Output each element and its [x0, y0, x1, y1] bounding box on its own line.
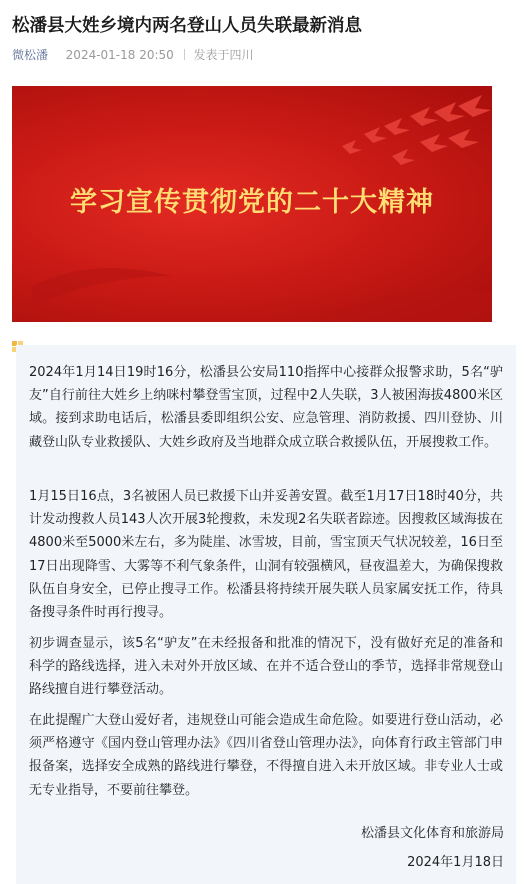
- publish-location: 发表于四川: [193, 48, 254, 62]
- banner-image: [12, 86, 492, 322]
- publish-datetime: 2024-01-18 20:50: [65, 48, 174, 62]
- paragraph-3: 初步调查显示，该5名“驴友”在未经报备和批准的情况下，没有做好充足的准备和科学的路线选择，进入未对外开放区域、在并不适合登山的季节，选择非常规登山路线擅自进行攀登活动。: [29, 636, 503, 698]
- author-link[interactable]: 微松潘: [12, 48, 49, 62]
- paragraph-1: 2024年1月14日19时16分，松潘县公安局110指挥中心接群众报警求助，5名“驴友”自行前往大姓乡上纳咪村攀登雪宝顶，过程中2人失联，3人被困海拔4800米区域。接到求助电话后，松潘县委即组织公安、应急管理、消防救援、四川登协、川藏登山队专业救援队、大姓乡政府及当地群众成立联合救援队伍，开展搜救工作。: [29, 365, 503, 450]
- paragraph-4: 在此提醒广大登山爱好者，违规登山可能会造成生命危险。如要进行登山活动，必须严格遵守《国内登山管理办法》《四川省登山管理办法》，向体育行政主管部门申报备案，选择安全成熟的路线进行攀登，不得擅自进入未开放区域。非专业人士或无专业指导，不要前往攀登。: [29, 713, 503, 798]
- article-body: [16, 345, 516, 884]
- signature-date: 2024年1月18日: [407, 855, 504, 870]
- article-meta: [12, 47, 253, 63]
- article-title: 松潘县大姓乡境内两名登山人员失联最新消息: [12, 16, 362, 36]
- meta-divider: [184, 49, 185, 60]
- banner-slogan: 学习宣传贯彻党的二十大精神: [70, 187, 434, 218]
- paragraph-2: 1月15日16点，3名被困人员已救援下山并妥善安置。截至1月17日18时40分，共计发动搜救人员143人次开展3轮搜救，未发现2名失联者踪迹。因搜救区域海拔在4800米至5000米左右，多为陡崖、冰雪坡，目前，雪宝顶天气状况较差，16日至17日出现降雪、大雾等不利气象条件，山洞有较强横风，昼夜温差大，为确保搜救队伍自身安全，已停止搜寻工作。松潘县将持续开展失联人员家属安抚工作，待具备搜寻条件时再行搜寻。: [29, 489, 503, 621]
- signature-org: 松潘县文化体育和旅游局: [360, 826, 504, 841]
